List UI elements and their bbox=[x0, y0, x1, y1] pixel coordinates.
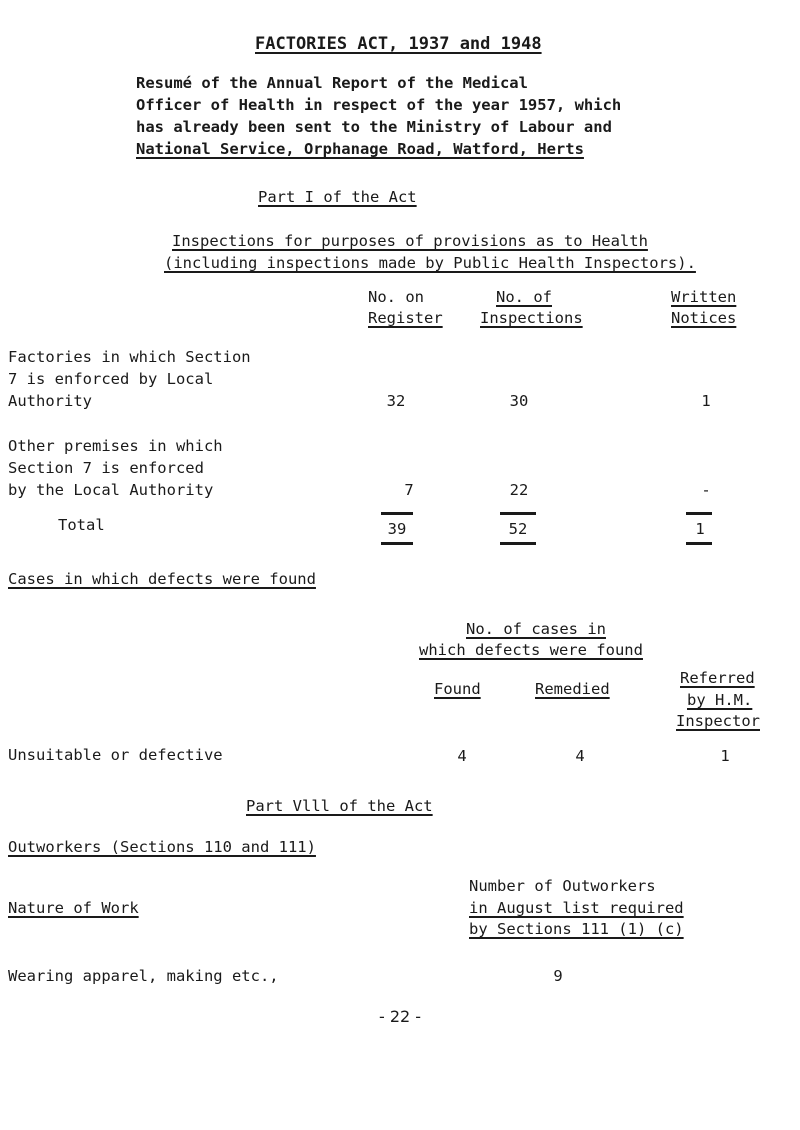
intro-line-1: Resumé of the Annual Report of the Medical bbox=[136, 74, 528, 92]
defects-row-label: Unsuitable or defective bbox=[8, 746, 223, 764]
defects-group-header-1: No. of cases in bbox=[466, 620, 606, 638]
defects-col-referred-3: Inspector bbox=[676, 712, 760, 730]
row1-label-2: 7 is enforced by Local bbox=[8, 370, 214, 388]
defects-col-remedied: Remedied bbox=[535, 680, 610, 698]
col-inspections-line2: Inspections bbox=[480, 309, 583, 327]
defects-group-header-2: which defects were found bbox=[419, 641, 643, 659]
defects-row-referred: 1 bbox=[720, 747, 730, 765]
total-rule-register-bottom bbox=[381, 542, 413, 545]
row1-register: 32 bbox=[386, 392, 406, 410]
col-notices-line1: Written bbox=[671, 288, 737, 306]
row2-label-1: Other premises in which bbox=[8, 437, 223, 455]
row2-label-3: by the Local Authority bbox=[8, 481, 214, 499]
row2-register: 7 bbox=[404, 481, 414, 499]
part1-subheading-1: Inspections for purposes of provisions as to Health bbox=[172, 232, 648, 250]
defects-col-found: Found bbox=[434, 680, 481, 698]
row1-notices: 1 bbox=[701, 392, 711, 410]
total-inspections: 52 bbox=[508, 520, 528, 538]
total-rule-notices-top bbox=[686, 512, 712, 515]
page-number: - 22 - bbox=[378, 1007, 422, 1026]
defects-col-referred-1: Referred bbox=[680, 669, 755, 687]
row1-inspections: 30 bbox=[509, 392, 529, 410]
col-notices-line2: Notices bbox=[671, 309, 737, 327]
part8-col-label: Nature of Work bbox=[8, 899, 139, 917]
defects-row-found: 4 bbox=[457, 747, 467, 765]
total-rule-register-top bbox=[381, 512, 413, 515]
document-title: FACTORIES ACT, 1937 and 1948 bbox=[255, 34, 542, 54]
intro-line-2: Officer of Health in respect of the year 1957, which bbox=[136, 96, 622, 114]
part1-subheading-2: (including inspections made by Public Health Inspectors). bbox=[164, 254, 696, 272]
total-rule-notices-bottom bbox=[686, 542, 712, 545]
col-register-line1: No. on bbox=[368, 288, 424, 306]
row1-label-3: Authority bbox=[8, 392, 92, 410]
defects-row-remedied: 4 bbox=[575, 747, 585, 765]
defects-heading: Cases in which defects were found bbox=[8, 570, 316, 588]
total-rule-inspections-bottom bbox=[500, 542, 536, 545]
total-label: Total bbox=[58, 516, 105, 534]
col-register-line2: Register bbox=[368, 309, 443, 327]
part8-row-value: 9 bbox=[553, 967, 563, 985]
part8-col-value-2: in August list required bbox=[469, 899, 684, 917]
intro-line-3: has already been sent to the Ministry of Labour and bbox=[136, 118, 612, 136]
part8-row-label: Wearing apparel, making etc., bbox=[8, 967, 279, 985]
total-notices: 1 bbox=[695, 520, 705, 538]
row1-label-1: Factories in which Section bbox=[8, 348, 251, 366]
row2-notices: - bbox=[701, 481, 711, 499]
total-rule-inspections-top bbox=[500, 512, 536, 515]
row2-label-2: Section 7 is enforced bbox=[8, 459, 204, 477]
row2-inspections: 22 bbox=[509, 481, 529, 499]
col-inspections-line1: No. of bbox=[496, 288, 552, 306]
part8-col-value-3: by Sections 111 (1) (c) bbox=[469, 920, 684, 938]
intro-line-4: National Service, Orphanage Road, Watford, Herts bbox=[136, 140, 584, 158]
part8-subheading: Outworkers (Sections 110 and 111) bbox=[8, 838, 316, 856]
part1-heading: Part I of the Act bbox=[258, 188, 417, 206]
part8-heading: Part Vlll of the Act bbox=[246, 797, 433, 815]
part8-col-value-1: Number of Outworkers bbox=[469, 877, 656, 895]
defects-col-referred-2: by H.M. bbox=[687, 691, 753, 709]
total-register: 39 bbox=[387, 520, 407, 538]
